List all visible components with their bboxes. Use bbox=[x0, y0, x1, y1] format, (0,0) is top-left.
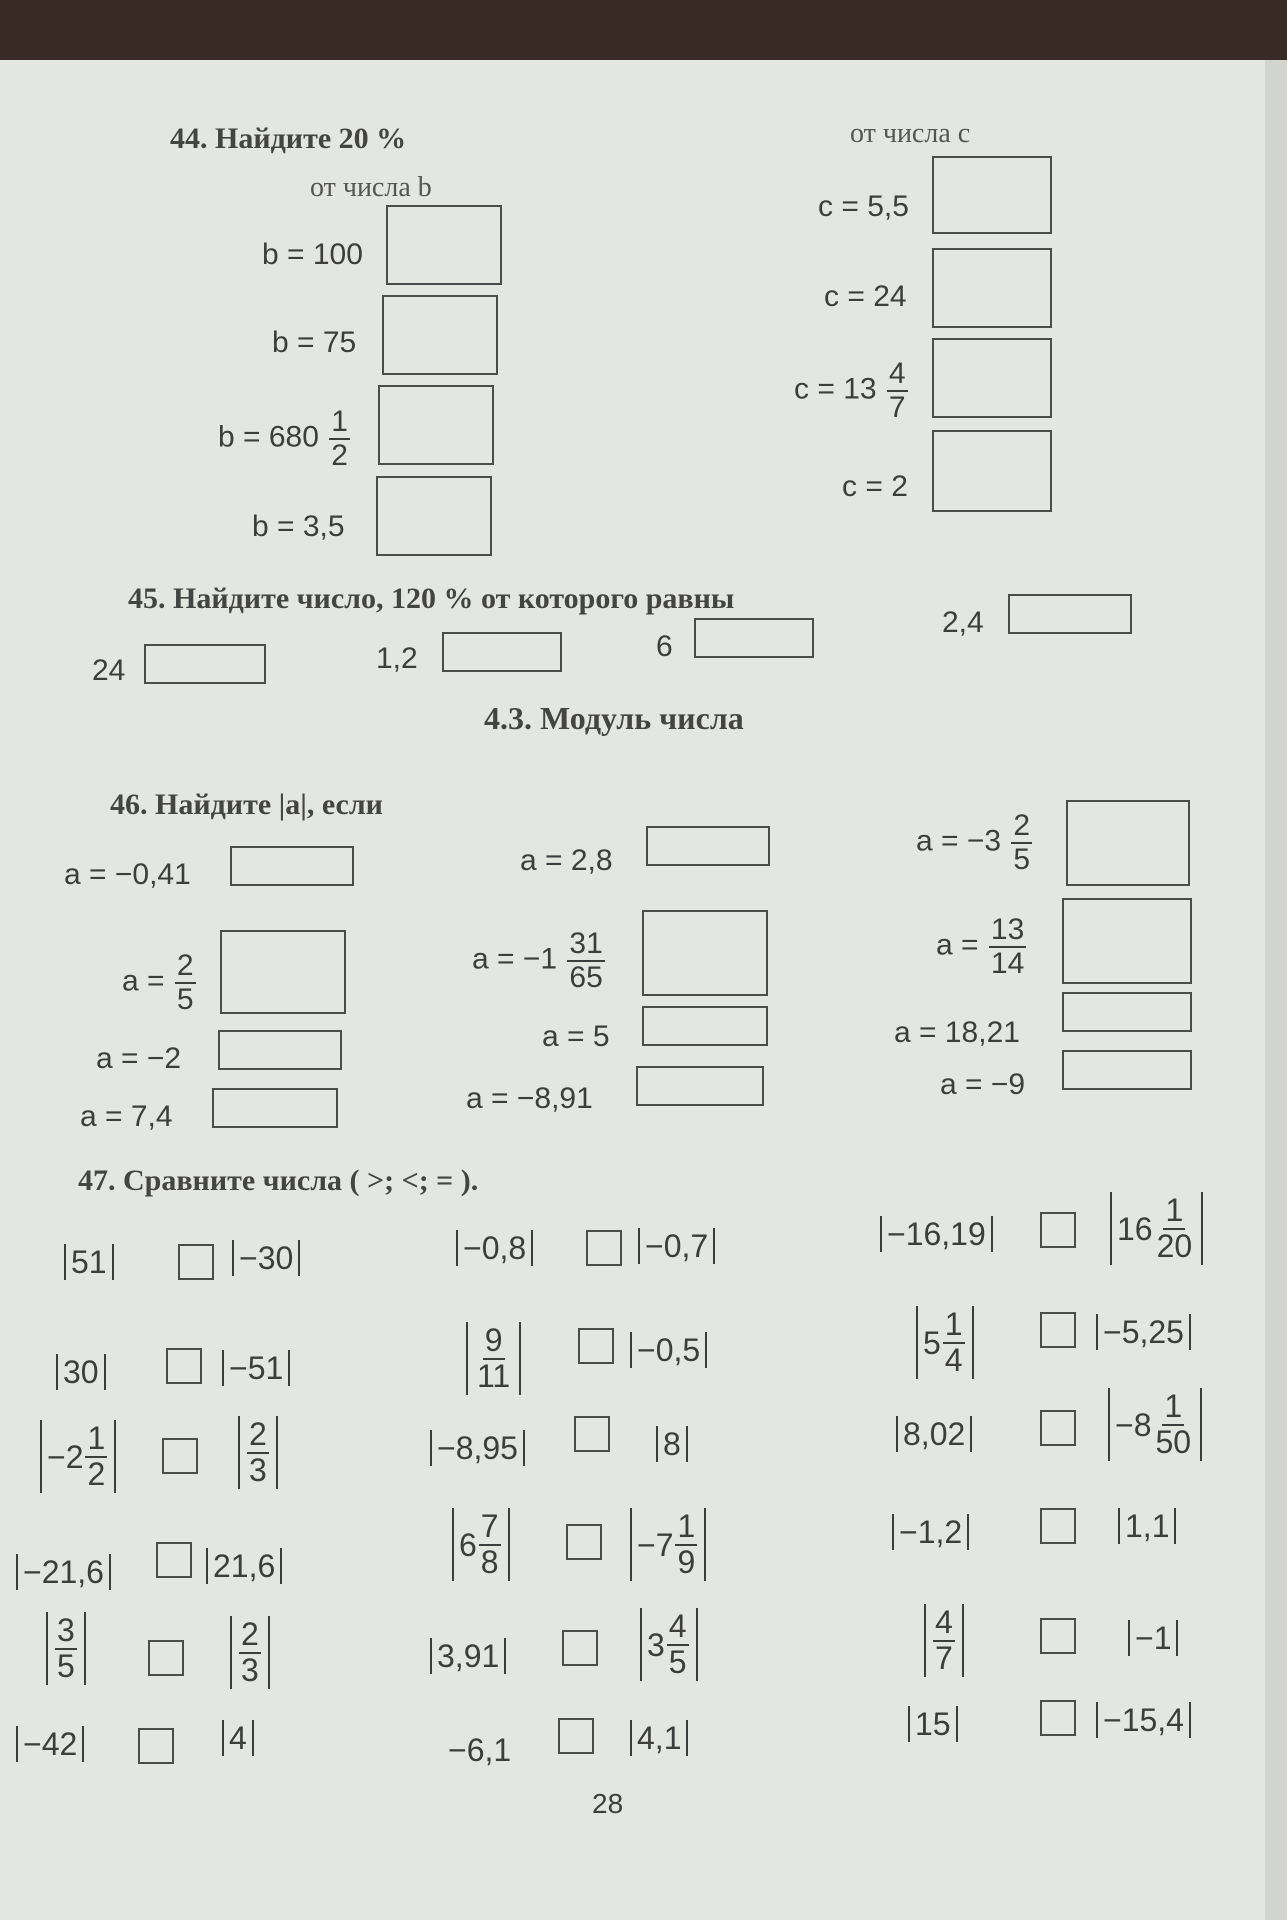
compare-box-r5c3[interactable] bbox=[1040, 1618, 1076, 1654]
r2c2-right: −0,5 bbox=[630, 1332, 707, 1368]
compare-box-r3c2[interactable] bbox=[574, 1416, 610, 1452]
r1c1-left: 51 bbox=[64, 1244, 114, 1280]
task-46-title: 46. Найдите |a|, если bbox=[110, 788, 383, 821]
r4c2-left: 6 7 8 bbox=[452, 1508, 510, 1581]
r1c3-right: 16 1 20 bbox=[1110, 1192, 1203, 1265]
a-5: a = 5 bbox=[542, 1020, 610, 1053]
b-680-label: b = 680 $\frac{1}{2}$ bbox=[218, 405, 348, 472]
r3c1-left: −2 1 2 bbox=[40, 1420, 116, 1493]
a-13-14: a = $\frac{13}{14}$ bbox=[936, 913, 1025, 980]
compare-box-r4c3[interactable] bbox=[1040, 1508, 1076, 1544]
compare-box-r2c1[interactable] bbox=[166, 1348, 202, 1384]
r1c2-left: −0,8 bbox=[456, 1230, 533, 1266]
c-5-5-label: c = 5,5 bbox=[818, 190, 909, 223]
answer-box-c-13[interactable] bbox=[932, 338, 1052, 418]
answer-box-t45-24[interactable] bbox=[144, 644, 266, 684]
answer-box-a-13-14[interactable] bbox=[1062, 898, 1192, 984]
r2c1-right: −51 bbox=[222, 1350, 290, 1386]
compare-box-r2c2[interactable] bbox=[578, 1328, 614, 1364]
compare-box-r3c1[interactable] bbox=[162, 1438, 198, 1474]
a-neg-9: a = −9 bbox=[940, 1068, 1026, 1101]
r1c1-right: −30 bbox=[232, 1240, 300, 1276]
r4c3-right: 1,1 bbox=[1118, 1508, 1176, 1544]
r5c2-left: 3,91 bbox=[430, 1638, 506, 1674]
t45-value-6: 6 bbox=[656, 630, 673, 663]
task-47-title: 47. Сравните числа ( >; <; = ). bbox=[78, 1164, 479, 1197]
answer-box-a-2-8[interactable] bbox=[646, 826, 770, 866]
task-44-col-c: от числа c bbox=[850, 118, 971, 149]
a-neg-8-91: a = −8,91 bbox=[466, 1082, 593, 1115]
r4c1-right: 21,6 bbox=[206, 1548, 282, 1584]
answer-box-b-100[interactable] bbox=[386, 205, 502, 285]
answer-box-a-neg-0-41[interactable] bbox=[230, 846, 354, 886]
a-18-21: a = 18,21 bbox=[894, 1016, 1020, 1049]
answer-box-a-5[interactable] bbox=[642, 1006, 768, 1046]
task-44-title: 44. Найдите 20 % bbox=[170, 122, 407, 155]
answer-box-a-neg-3-2-5[interactable] bbox=[1066, 800, 1190, 886]
r4c3-left: −1,2 bbox=[892, 1514, 969, 1550]
answer-box-t45-6[interactable] bbox=[694, 618, 814, 658]
r4c2-right: −7 1 9 bbox=[630, 1508, 706, 1581]
compare-box-r1c3[interactable] bbox=[1040, 1212, 1076, 1248]
answer-box-c-2[interactable] bbox=[932, 430, 1052, 512]
r6c3-left: 15 bbox=[908, 1706, 958, 1742]
r6c2-left: −6,1 bbox=[448, 1732, 512, 1768]
r6c2-right: 4,1 bbox=[630, 1720, 688, 1756]
answer-box-a-18-21[interactable] bbox=[1062, 992, 1192, 1032]
task-44-col-b: от числа b bbox=[310, 172, 432, 203]
compare-box-r3c3[interactable] bbox=[1040, 1410, 1076, 1446]
answer-box-b-3-5[interactable] bbox=[376, 476, 492, 556]
r2c1-left: 30 bbox=[56, 1354, 106, 1390]
r5c2-right: 3 4 5 bbox=[640, 1608, 698, 1681]
a-7-4: a = 7,4 bbox=[80, 1100, 173, 1133]
c-2-label: c = 2 bbox=[842, 470, 908, 503]
answer-box-c-24[interactable] bbox=[932, 248, 1052, 328]
task-45-title: 45. Найдите число, 120 % от которого равны bbox=[128, 582, 735, 615]
r1c3-left: −16,19 bbox=[880, 1216, 993, 1252]
compare-box-r4c1[interactable] bbox=[156, 1542, 192, 1578]
t45-value-1-2: 1,2 bbox=[376, 642, 418, 675]
answer-box-a-neg-1-31-65[interactable] bbox=[642, 910, 768, 996]
r6c3-right: −15,4 bbox=[1096, 1702, 1191, 1738]
answer-box-a-neg-8-91[interactable] bbox=[636, 1066, 764, 1106]
b-3-5-label: b = 3,5 bbox=[252, 510, 345, 543]
r6c1-right: 4 bbox=[222, 1720, 254, 1756]
r6c1-left: −42 bbox=[16, 1726, 84, 1762]
r3c2-left: −8,95 bbox=[430, 1430, 525, 1466]
r3c1-right: 2 3 bbox=[238, 1416, 278, 1489]
r5c1-right: 2 3 bbox=[230, 1616, 270, 1689]
r2c2-left: 9 11 bbox=[466, 1322, 521, 1395]
r5c1-left: 3 5 bbox=[46, 1612, 86, 1685]
r5c3-left: 4 7 bbox=[924, 1604, 964, 1677]
page-number: 28 bbox=[592, 1788, 624, 1819]
a-2-8: a = 2,8 bbox=[520, 844, 613, 877]
answer-box-a-neg-9[interactable] bbox=[1062, 1050, 1192, 1090]
answer-box-t45-2-4[interactable] bbox=[1008, 594, 1132, 634]
workbook-page bbox=[0, 60, 1287, 1920]
answer-box-a-2-5[interactable] bbox=[220, 930, 346, 1014]
compare-box-r1c2[interactable] bbox=[586, 1230, 622, 1266]
compare-box-r1c1[interactable] bbox=[178, 1244, 214, 1280]
compare-box-r6c1[interactable] bbox=[138, 1728, 174, 1764]
a-neg-1-31-65: a = −1 $\frac{31}{65}$ bbox=[472, 927, 603, 994]
answer-box-t45-1-2[interactable] bbox=[442, 632, 562, 672]
compare-box-r6c3[interactable] bbox=[1040, 1700, 1076, 1736]
r3c2-right: 8 bbox=[656, 1426, 688, 1462]
r2c3-left: 5 1 4 bbox=[916, 1306, 974, 1379]
r5c3-right: −1 bbox=[1128, 1620, 1178, 1656]
c-24-label: c = 24 bbox=[824, 280, 907, 313]
r4c1-left: −21,6 bbox=[16, 1554, 111, 1590]
page-edge bbox=[1265, 60, 1287, 1920]
answer-box-a-7-4[interactable] bbox=[212, 1088, 338, 1128]
section-title: 4.3. Модуль числа bbox=[484, 700, 744, 736]
a-neg-0-41: a = −0,41 bbox=[64, 858, 191, 891]
compare-box-r6c2[interactable] bbox=[558, 1718, 594, 1754]
answer-box-b-75[interactable] bbox=[382, 295, 498, 375]
c-13-label: c = 13 $\frac{4}{7}$ bbox=[794, 357, 906, 424]
r3c3-left: 8,02 bbox=[896, 1416, 972, 1452]
t45-value-24: 24 bbox=[92, 654, 126, 687]
b-100-label: b = 100 bbox=[262, 238, 363, 271]
answer-box-c-5-5[interactable] bbox=[932, 156, 1052, 234]
answer-box-a-neg-2[interactable] bbox=[218, 1030, 342, 1070]
r1c2-right: −0,7 bbox=[638, 1228, 715, 1264]
t45-value-2-4: 2,4 bbox=[942, 606, 984, 639]
a-2-5: a = $\frac{2}{5}$ bbox=[122, 949, 194, 1016]
b-75-label: b = 75 bbox=[272, 326, 357, 359]
a-neg-3-2-5: a = −3 $\frac{2}{5}$ bbox=[916, 809, 1031, 876]
compare-box-r5c1[interactable] bbox=[148, 1640, 184, 1676]
compare-box-r5c2[interactable] bbox=[562, 1630, 598, 1666]
answer-box-b-680[interactable] bbox=[378, 385, 494, 465]
r2c3-right: −5,25 bbox=[1096, 1314, 1191, 1350]
compare-box-r4c2[interactable] bbox=[566, 1524, 602, 1560]
r3c3-right: −8 1 50 bbox=[1108, 1388, 1202, 1461]
compare-box-r2c3[interactable] bbox=[1040, 1312, 1076, 1348]
a-neg-2: a = −2 bbox=[96, 1042, 182, 1075]
